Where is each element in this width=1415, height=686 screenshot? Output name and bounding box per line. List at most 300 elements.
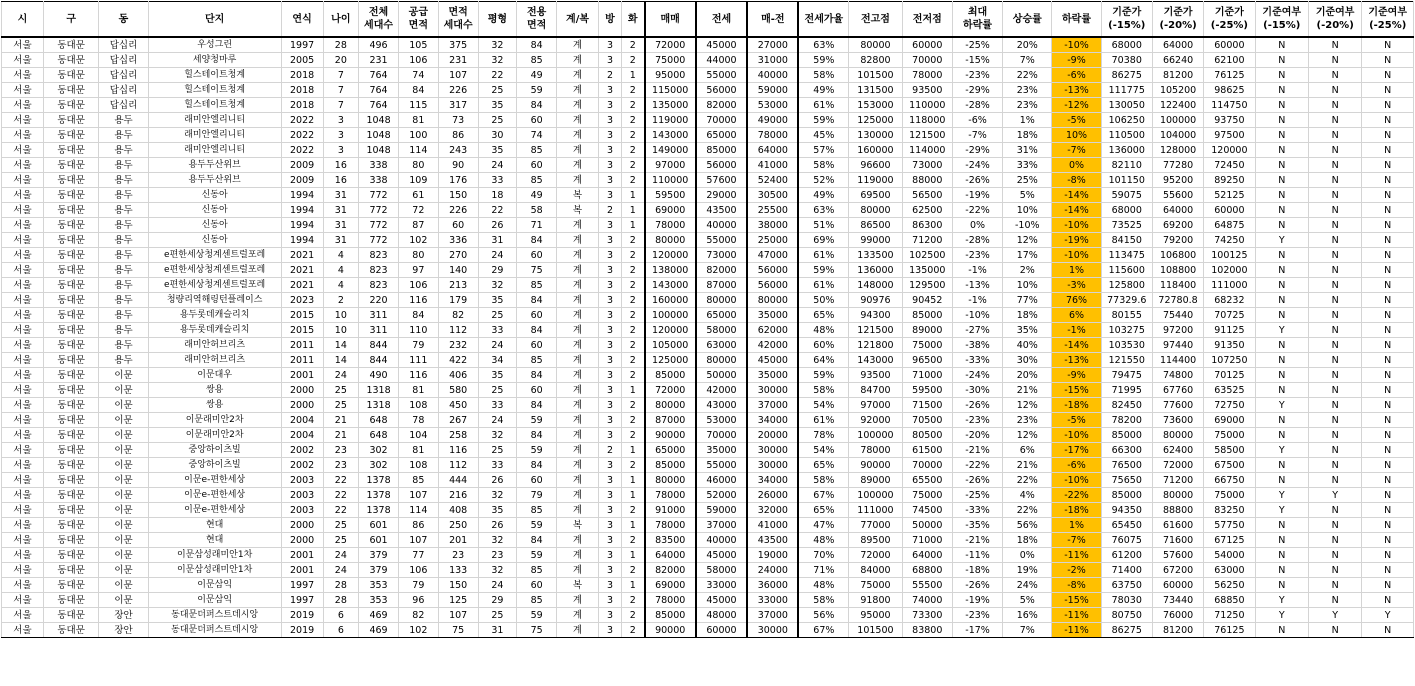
cell-prev-high[interactable]: 136000: [849, 263, 902, 278]
cell-rooms[interactable]: 3: [598, 503, 621, 518]
cell-exclusive-area[interactable]: 85: [517, 278, 557, 293]
cell-si[interactable]: 서울: [2, 143, 44, 158]
cell-prev-high[interactable]: 89000: [849, 473, 902, 488]
cell-prev-high[interactable]: 82800: [849, 53, 902, 68]
cell-jeonse-ratio[interactable]: 71%: [798, 563, 848, 578]
cell-prev-low[interactable]: 71000: [902, 368, 952, 383]
cell-rooms[interactable]: 3: [598, 383, 621, 398]
cell-age[interactable]: 25: [323, 398, 359, 413]
cell-supply-area[interactable]: 74: [398, 68, 438, 83]
cell-prev-low[interactable]: 60000: [902, 37, 952, 53]
cell-base-price-15[interactable]: 103530: [1101, 338, 1152, 353]
cell-sale-minus-jeonse[interactable]: 35000: [747, 368, 798, 383]
cell-jeonse-price[interactable]: 43500: [696, 203, 747, 218]
cell-exclusive-area[interactable]: 60: [517, 383, 557, 398]
cell-total-units[interactable]: 601: [359, 533, 399, 548]
cell-base-flag-15[interactable]: N: [1255, 563, 1308, 578]
cell-pyeong[interactable]: 25: [478, 113, 517, 128]
cell-max-drop[interactable]: -1%: [952, 293, 1002, 308]
cell-age[interactable]: 4: [323, 263, 359, 278]
cell-base-flag-25[interactable]: N: [1362, 443, 1414, 458]
cell-exclusive-area[interactable]: 59: [517, 548, 557, 563]
cell-exclusive-area[interactable]: 84: [517, 428, 557, 443]
cell-total-units[interactable]: 1378: [359, 488, 399, 503]
cell-pyeong[interactable]: 33: [478, 398, 517, 413]
cell-jeonse-price[interactable]: 45000: [696, 37, 747, 53]
cell-jeonse-ratio[interactable]: 52%: [798, 173, 848, 188]
cell-year[interactable]: 2004: [281, 428, 323, 443]
cell-area-units[interactable]: 107: [438, 68, 478, 83]
cell-jeonse-ratio[interactable]: 65%: [798, 458, 848, 473]
cell-baths[interactable]: 2: [622, 278, 645, 293]
cell-base-price-15[interactable]: 66300: [1101, 443, 1152, 458]
cell-prev-high[interactable]: 97000: [849, 398, 902, 413]
cell-total-units[interactable]: 823: [359, 263, 399, 278]
cell-base-price-15[interactable]: 84150: [1101, 233, 1152, 248]
cell-rise-rate[interactable]: 22%: [1003, 68, 1052, 83]
cell-type[interactable]: 계: [557, 563, 599, 578]
cell-supply-area[interactable]: 108: [398, 458, 438, 473]
cell-exclusive-area[interactable]: 59: [517, 608, 557, 623]
cell-base-price-25[interactable]: 67500: [1204, 458, 1255, 473]
cell-base-flag-15[interactable]: N: [1255, 473, 1308, 488]
header-base-price-15[interactable]: 기준가 (-15%): [1101, 2, 1152, 38]
cell-jeonse-ratio[interactable]: 61%: [798, 248, 848, 263]
cell-exclusive-area[interactable]: 84: [517, 233, 557, 248]
cell-base-price-25[interactable]: 63525: [1204, 383, 1255, 398]
cell-danji[interactable]: 용두롯데캐슬리치: [148, 308, 281, 323]
cell-base-flag-15[interactable]: N: [1255, 218, 1308, 233]
cell-base-flag-25[interactable]: N: [1362, 578, 1414, 593]
cell-base-price-25[interactable]: 98625: [1204, 83, 1255, 98]
cell-rooms[interactable]: 3: [598, 428, 621, 443]
cell-jeonse-price[interactable]: 82000: [696, 263, 747, 278]
cell-jeonse-ratio[interactable]: 65%: [798, 308, 848, 323]
cell-danji[interactable]: 래미안엘리니티: [148, 128, 281, 143]
cell-exclusive-area[interactable]: 60: [517, 308, 557, 323]
cell-pyeong[interactable]: 31: [478, 233, 517, 248]
cell-total-units[interactable]: 1048: [359, 143, 399, 158]
header-year[interactable]: 연식: [281, 2, 323, 38]
cell-prev-low[interactable]: 93500: [902, 83, 952, 98]
cell-area-units[interactable]: 250: [438, 518, 478, 533]
cell-rooms[interactable]: 2: [598, 443, 621, 458]
cell-prev-low[interactable]: 74000: [902, 593, 952, 608]
cell-rise-rate[interactable]: 6%: [1003, 443, 1052, 458]
cell-sale-minus-jeonse[interactable]: 78000: [747, 128, 798, 143]
cell-total-units[interactable]: 764: [359, 83, 399, 98]
cell-base-price-20[interactable]: 79200: [1152, 233, 1203, 248]
cell-rise-rate[interactable]: 17%: [1003, 248, 1052, 263]
cell-base-flag-15[interactable]: N: [1255, 293, 1308, 308]
cell-base-flag-20[interactable]: N: [1308, 563, 1361, 578]
cell-base-flag-20[interactable]: N: [1308, 263, 1361, 278]
cell-base-price-20[interactable]: 73600: [1152, 413, 1203, 428]
cell-baths[interactable]: 2: [622, 503, 645, 518]
cell-type[interactable]: 계: [557, 158, 599, 173]
cell-jeonse-price[interactable]: 65000: [696, 308, 747, 323]
cell-gu[interactable]: 동대문: [43, 158, 99, 173]
cell-area-units[interactable]: 125: [438, 593, 478, 608]
cell-rooms[interactable]: 2: [598, 68, 621, 83]
cell-base-price-20[interactable]: 74800: [1152, 368, 1203, 383]
cell-pyeong[interactable]: 35: [478, 368, 517, 383]
cell-base-flag-25[interactable]: N: [1362, 473, 1414, 488]
cell-jeonse-price[interactable]: 37000: [696, 518, 747, 533]
cell-pyeong[interactable]: 22: [478, 68, 517, 83]
cell-base-flag-20[interactable]: N: [1308, 68, 1361, 83]
cell-jeonse-price[interactable]: 65000: [696, 128, 747, 143]
cell-base-price-20[interactable]: 61600: [1152, 518, 1203, 533]
cell-year[interactable]: 2005: [281, 53, 323, 68]
cell-age[interactable]: 14: [323, 353, 359, 368]
cell-drop-rate[interactable]: 1%: [1052, 518, 1101, 533]
cell-dong[interactable]: 용두: [99, 353, 148, 368]
cell-prev-high[interactable]: 100000: [849, 488, 902, 503]
cell-baths[interactable]: 1: [622, 383, 645, 398]
cell-rise-rate[interactable]: 20%: [1003, 37, 1052, 53]
cell-si[interactable]: 서울: [2, 383, 44, 398]
cell-jeonse-ratio[interactable]: 45%: [798, 128, 848, 143]
cell-danji[interactable]: 현대: [148, 533, 281, 548]
cell-age[interactable]: 16: [323, 158, 359, 173]
cell-sale-price[interactable]: 72000: [645, 383, 696, 398]
cell-supply-area[interactable]: 105: [398, 37, 438, 53]
cell-base-flag-20[interactable]: N: [1308, 578, 1361, 593]
cell-danji[interactable]: 래미안허브리츠: [148, 353, 281, 368]
cell-gu[interactable]: 동대문: [43, 533, 99, 548]
cell-base-price-15[interactable]: 110500: [1101, 128, 1152, 143]
cell-baths[interactable]: 2: [622, 398, 645, 413]
cell-base-flag-25[interactable]: N: [1362, 548, 1414, 563]
cell-total-units[interactable]: 1318: [359, 398, 399, 413]
cell-area-units[interactable]: 213: [438, 278, 478, 293]
cell-base-price-15[interactable]: 61200: [1101, 548, 1152, 563]
cell-supply-area[interactable]: 84: [398, 308, 438, 323]
cell-area-units[interactable]: 336: [438, 233, 478, 248]
cell-base-flag-15[interactable]: N: [1255, 53, 1308, 68]
cell-max-drop[interactable]: -11%: [952, 548, 1002, 563]
cell-danji[interactable]: 이문삼익: [148, 578, 281, 593]
cell-jeonse-ratio[interactable]: 58%: [798, 593, 848, 608]
cell-age[interactable]: 6: [323, 623, 359, 638]
cell-sale-minus-jeonse[interactable]: 20000: [747, 428, 798, 443]
cell-dong[interactable]: 용두: [99, 308, 148, 323]
cell-gu[interactable]: 동대문: [43, 323, 99, 338]
cell-sale-price[interactable]: 59500: [645, 188, 696, 203]
cell-pyeong[interactable]: 33: [478, 458, 517, 473]
cell-base-flag-25[interactable]: N: [1362, 128, 1414, 143]
cell-year[interactable]: 2000: [281, 398, 323, 413]
cell-drop-rate[interactable]: -7%: [1052, 533, 1101, 548]
cell-baths[interactable]: 2: [622, 143, 645, 158]
cell-prev-high[interactable]: 86500: [849, 218, 902, 233]
cell-si[interactable]: 서울: [2, 398, 44, 413]
cell-si[interactable]: 서울: [2, 458, 44, 473]
cell-rooms[interactable]: 3: [598, 263, 621, 278]
cell-dong[interactable]: 용두: [99, 218, 148, 233]
cell-sale-price[interactable]: 105000: [645, 338, 696, 353]
cell-area-units[interactable]: 422: [438, 353, 478, 368]
cell-rise-rate[interactable]: 56%: [1003, 518, 1052, 533]
cell-base-price-25[interactable]: 107250: [1204, 353, 1255, 368]
cell-baths[interactable]: 2: [622, 98, 645, 113]
cell-base-flag-25[interactable]: N: [1362, 263, 1414, 278]
cell-baths[interactable]: 2: [622, 593, 645, 608]
cell-age[interactable]: 22: [323, 473, 359, 488]
cell-year[interactable]: 2019: [281, 623, 323, 638]
cell-base-flag-25[interactable]: N: [1362, 173, 1414, 188]
cell-base-flag-20[interactable]: N: [1308, 413, 1361, 428]
cell-sale-price[interactable]: 80000: [645, 473, 696, 488]
cell-base-flag-20[interactable]: N: [1308, 113, 1361, 128]
cell-base-price-20[interactable]: 128000: [1152, 143, 1203, 158]
cell-base-price-20[interactable]: 108800: [1152, 263, 1203, 278]
cell-drop-rate[interactable]: -18%: [1052, 503, 1101, 518]
cell-si[interactable]: 서울: [2, 278, 44, 293]
cell-rise-rate[interactable]: 24%: [1003, 578, 1052, 593]
cell-total-units[interactable]: 1378: [359, 473, 399, 488]
cell-danji[interactable]: 이문래미안2차: [148, 413, 281, 428]
cell-type[interactable]: 계: [557, 323, 599, 338]
cell-baths[interactable]: 1: [622, 443, 645, 458]
cell-year[interactable]: 2021: [281, 248, 323, 263]
cell-age[interactable]: 28: [323, 578, 359, 593]
cell-prev-high[interactable]: 89500: [849, 533, 902, 548]
cell-base-flag-20[interactable]: Y: [1308, 608, 1361, 623]
cell-jeonse-ratio[interactable]: 63%: [798, 203, 848, 218]
cell-dong[interactable]: 이문: [99, 503, 148, 518]
cell-base-price-15[interactable]: 113475: [1101, 248, 1152, 263]
cell-rise-rate[interactable]: 18%: [1003, 533, 1052, 548]
cell-base-flag-25[interactable]: N: [1362, 278, 1414, 293]
cell-base-price-25[interactable]: 70725: [1204, 308, 1255, 323]
cell-gu[interactable]: 동대문: [43, 248, 99, 263]
cell-base-price-20[interactable]: 55600: [1152, 188, 1203, 203]
cell-prev-high[interactable]: 69500: [849, 188, 902, 203]
cell-si[interactable]: 서울: [2, 413, 44, 428]
cell-drop-rate[interactable]: -17%: [1052, 443, 1101, 458]
cell-sale-minus-jeonse[interactable]: 52400: [747, 173, 798, 188]
header-age[interactable]: 나이: [323, 2, 359, 38]
cell-si[interactable]: 서울: [2, 248, 44, 263]
cell-sale-price[interactable]: 72000: [645, 37, 696, 53]
cell-max-drop[interactable]: -23%: [952, 413, 1002, 428]
cell-max-drop[interactable]: -38%: [952, 338, 1002, 353]
cell-base-price-20[interactable]: 106800: [1152, 248, 1203, 263]
cell-rise-rate[interactable]: 22%: [1003, 473, 1052, 488]
cell-baths[interactable]: 1: [622, 188, 645, 203]
cell-age[interactable]: 3: [323, 128, 359, 143]
cell-supply-area[interactable]: 96: [398, 593, 438, 608]
header-danji[interactable]: 단지: [148, 2, 281, 38]
cell-gu[interactable]: 동대문: [43, 428, 99, 443]
cell-base-flag-25[interactable]: N: [1362, 143, 1414, 158]
cell-base-flag-15[interactable]: N: [1255, 128, 1308, 143]
cell-total-units[interactable]: 1318: [359, 383, 399, 398]
cell-base-flag-20[interactable]: N: [1308, 233, 1361, 248]
cell-age[interactable]: 7: [323, 83, 359, 98]
cell-year[interactable]: 2000: [281, 533, 323, 548]
cell-prev-low[interactable]: 68800: [902, 563, 952, 578]
cell-base-flag-20[interactable]: N: [1308, 458, 1361, 473]
cell-base-price-15[interactable]: 59075: [1101, 188, 1152, 203]
cell-prev-high[interactable]: 153000: [849, 98, 902, 113]
cell-area-units[interactable]: 243: [438, 143, 478, 158]
cell-base-flag-25[interactable]: N: [1362, 458, 1414, 473]
cell-prev-high[interactable]: 143000: [849, 353, 902, 368]
cell-year[interactable]: 2000: [281, 383, 323, 398]
header-rooms[interactable]: 방: [598, 2, 621, 38]
cell-prev-low[interactable]: 50000: [902, 518, 952, 533]
cell-rooms[interactable]: 3: [598, 113, 621, 128]
cell-prev-low[interactable]: 61500: [902, 443, 952, 458]
cell-baths[interactable]: 2: [622, 53, 645, 68]
cell-sale-price[interactable]: 78000: [645, 488, 696, 503]
cell-baths[interactable]: 2: [622, 413, 645, 428]
cell-jeonse-price[interactable]: 56000: [696, 83, 747, 98]
cell-year[interactable]: 2022: [281, 113, 323, 128]
cell-area-units[interactable]: 179: [438, 293, 478, 308]
cell-drop-rate[interactable]: -9%: [1052, 368, 1101, 383]
cell-exclusive-area[interactable]: 74: [517, 128, 557, 143]
cell-gu[interactable]: 동대문: [43, 623, 99, 638]
cell-max-drop[interactable]: -7%: [952, 128, 1002, 143]
cell-year[interactable]: 2018: [281, 68, 323, 83]
cell-max-drop[interactable]: -28%: [952, 233, 1002, 248]
cell-baths[interactable]: 2: [622, 623, 645, 638]
cell-base-price-20[interactable]: 114400: [1152, 353, 1203, 368]
cell-base-price-25[interactable]: 69000: [1204, 413, 1255, 428]
cell-type[interactable]: 계: [557, 443, 599, 458]
cell-jeonse-ratio[interactable]: 61%: [798, 278, 848, 293]
cell-base-flag-20[interactable]: N: [1308, 473, 1361, 488]
cell-base-price-25[interactable]: 60000: [1204, 203, 1255, 218]
cell-rise-rate[interactable]: 7%: [1003, 623, 1052, 638]
cell-exclusive-area[interactable]: 85: [517, 143, 557, 158]
cell-area-units[interactable]: 226: [438, 83, 478, 98]
cell-base-price-25[interactable]: 89250: [1204, 173, 1255, 188]
cell-max-drop[interactable]: -27%: [952, 323, 1002, 338]
cell-rooms[interactable]: 3: [598, 37, 621, 53]
cell-jeonse-ratio[interactable]: 54%: [798, 398, 848, 413]
header-supply-area[interactable]: 공급 면적: [398, 2, 438, 38]
cell-rooms[interactable]: 3: [598, 143, 621, 158]
cell-rooms[interactable]: 3: [598, 158, 621, 173]
cell-sale-price[interactable]: 91000: [645, 503, 696, 518]
cell-rise-rate[interactable]: 2%: [1003, 263, 1052, 278]
cell-base-flag-25[interactable]: N: [1362, 293, 1414, 308]
cell-year[interactable]: 2019: [281, 608, 323, 623]
cell-total-units[interactable]: 764: [359, 98, 399, 113]
cell-drop-rate[interactable]: -9%: [1052, 53, 1101, 68]
cell-area-units[interactable]: 176: [438, 173, 478, 188]
cell-type[interactable]: 계: [557, 68, 599, 83]
cell-supply-area[interactable]: 77: [398, 548, 438, 563]
cell-prev-low[interactable]: 75000: [902, 488, 952, 503]
cell-age[interactable]: 6: [323, 608, 359, 623]
cell-type[interactable]: 계: [557, 383, 599, 398]
cell-exclusive-area[interactable]: 49: [517, 68, 557, 83]
cell-rooms[interactable]: 3: [598, 518, 621, 533]
cell-pyeong[interactable]: 22: [478, 203, 517, 218]
cell-sale-minus-jeonse[interactable]: 31000: [747, 53, 798, 68]
cell-pyeong[interactable]: 25: [478, 83, 517, 98]
cell-gu[interactable]: 동대문: [43, 263, 99, 278]
cell-drop-rate[interactable]: -14%: [1052, 338, 1101, 353]
cell-sale-price[interactable]: 143000: [645, 278, 696, 293]
cell-base-flag-20[interactable]: N: [1308, 203, 1361, 218]
cell-year[interactable]: 2015: [281, 323, 323, 338]
cell-sale-price[interactable]: 120000: [645, 248, 696, 263]
cell-base-price-20[interactable]: 67760: [1152, 383, 1203, 398]
cell-drop-rate[interactable]: -7%: [1052, 143, 1101, 158]
cell-base-flag-25[interactable]: N: [1362, 233, 1414, 248]
cell-danji[interactable]: 이문삼익: [148, 593, 281, 608]
cell-type[interactable]: 계: [557, 608, 599, 623]
cell-area-units[interactable]: 231: [438, 53, 478, 68]
cell-base-flag-25[interactable]: N: [1362, 308, 1414, 323]
cell-area-units[interactable]: 201: [438, 533, 478, 548]
cell-exclusive-area[interactable]: 85: [517, 503, 557, 518]
cell-area-units[interactable]: 232: [438, 338, 478, 353]
cell-gu[interactable]: 동대문: [43, 233, 99, 248]
cell-jeonse-ratio[interactable]: 67%: [798, 488, 848, 503]
cell-supply-area[interactable]: 110: [398, 323, 438, 338]
cell-base-price-15[interactable]: 76075: [1101, 533, 1152, 548]
cell-sale-minus-jeonse[interactable]: 26000: [747, 488, 798, 503]
cell-prev-high[interactable]: 101500: [849, 68, 902, 83]
cell-age[interactable]: 22: [323, 503, 359, 518]
cell-dong[interactable]: 이문: [99, 473, 148, 488]
cell-sale-minus-jeonse[interactable]: 33000: [747, 593, 798, 608]
cell-base-flag-20[interactable]: N: [1308, 278, 1361, 293]
cell-year[interactable]: 2002: [281, 458, 323, 473]
cell-max-drop[interactable]: -18%: [952, 563, 1002, 578]
cell-drop-rate[interactable]: -8%: [1052, 578, 1101, 593]
cell-prev-low[interactable]: 64000: [902, 548, 952, 563]
cell-gu[interactable]: 동대문: [43, 473, 99, 488]
cell-sale-price[interactable]: 83500: [645, 533, 696, 548]
cell-base-price-20[interactable]: 104000: [1152, 128, 1203, 143]
cell-area-units[interactable]: 317: [438, 98, 478, 113]
cell-base-flag-20[interactable]: N: [1308, 548, 1361, 563]
cell-dong[interactable]: 이문: [99, 488, 148, 503]
cell-sale-price[interactable]: 125000: [645, 353, 696, 368]
cell-base-price-20[interactable]: 77280: [1152, 158, 1203, 173]
cell-base-flag-15[interactable]: N: [1255, 368, 1308, 383]
cell-si[interactable]: 서울: [2, 98, 44, 113]
cell-exclusive-area[interactable]: 84: [517, 458, 557, 473]
cell-base-flag-20[interactable]: N: [1308, 83, 1361, 98]
cell-type[interactable]: 복: [557, 203, 599, 218]
cell-age[interactable]: 3: [323, 113, 359, 128]
cell-base-price-20[interactable]: 71600: [1152, 533, 1203, 548]
cell-baths[interactable]: 1: [622, 548, 645, 563]
cell-exclusive-area[interactable]: 84: [517, 398, 557, 413]
cell-base-price-25[interactable]: 76125: [1204, 68, 1255, 83]
cell-jeonse-price[interactable]: 85000: [696, 143, 747, 158]
cell-jeonse-ratio[interactable]: 50%: [798, 293, 848, 308]
cell-baths[interactable]: 2: [622, 37, 645, 53]
cell-si[interactable]: 서울: [2, 263, 44, 278]
cell-sale-price[interactable]: 160000: [645, 293, 696, 308]
cell-sale-minus-jeonse[interactable]: 49000: [747, 113, 798, 128]
cell-base-price-15[interactable]: 111775: [1101, 83, 1152, 98]
cell-base-flag-15[interactable]: N: [1255, 518, 1308, 533]
cell-type[interactable]: 계: [557, 113, 599, 128]
cell-base-price-20[interactable]: 72000: [1152, 458, 1203, 473]
